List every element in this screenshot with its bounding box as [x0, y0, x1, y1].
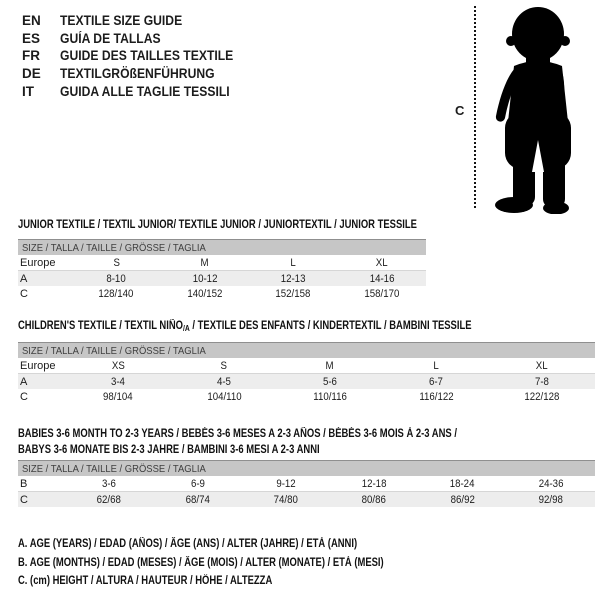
- table-cell: 12-13: [280, 272, 306, 285]
- table-cell: 62/68: [97, 493, 122, 506]
- table-cell: 3-6: [102, 477, 117, 490]
- table-cell: 140/152: [187, 287, 223, 300]
- language-row-fr: [22, 47, 253, 65]
- table-cell: XL: [536, 359, 548, 372]
- language-row-it: [22, 82, 253, 100]
- table-cell: 5-6: [323, 375, 337, 388]
- table-cell: 98/104: [103, 390, 133, 403]
- footnotes-block: [18, 535, 464, 591]
- size-header-bar: [18, 460, 595, 476]
- table-row: [18, 271, 426, 286]
- table-cell: 24-36: [538, 477, 564, 490]
- footnote-a: A. AGE (YEARS) / EDAD (AÑOS) / ÂGE (ANS) / ALTER (JAHRE) / ETÀ (ANNI): [18, 538, 358, 550]
- table-row: [18, 358, 595, 374]
- table-cell: 8-10: [106, 272, 126, 285]
- table-cell: 14-16: [369, 272, 395, 285]
- row-label: C: [20, 287, 28, 300]
- table-cell: 122/128: [524, 390, 560, 403]
- table-cell: S: [220, 359, 228, 372]
- table-cell: 12-18: [361, 477, 387, 490]
- table-cell: M: [325, 359, 335, 372]
- table-cell: M: [200, 256, 209, 269]
- babies-section-title: BABIES 3-6 MONTH TO 2-3 YEARS / BEBÉS 3-6 MESES A 2-3 AÑOS / BÉBÉS 3-6 MOIS À 2-3 ANS / BABYS 3-6 MONATE BIS 2-3 JAHRE / BAMBINI 3-6 MESI A 2-3 ANNI: [18, 428, 457, 456]
- babies-size-table: [18, 460, 595, 507]
- language-title: GUIDA ALLE TAGLIE TESSILI: [60, 83, 230, 99]
- row-label: C: [20, 390, 28, 403]
- table-cell: 6-9: [190, 477, 205, 490]
- table-cell: XL: [375, 256, 388, 269]
- table-cell: 152/158: [275, 287, 311, 300]
- footnote-c: C. (cm) HEIGHT / ALTURA / HAUTEUR / HÖHE / ALTEZZA: [18, 575, 273, 587]
- table-cell: 158/170: [364, 287, 400, 300]
- table-cell: 10-12: [192, 272, 218, 285]
- language-title-block: [22, 12, 253, 100]
- table-cell: 4-5: [217, 375, 231, 388]
- size-header-bar: [18, 342, 595, 358]
- row-label: Europe: [20, 256, 56, 269]
- row-label: Europe: [20, 359, 56, 372]
- table-row: [18, 286, 426, 301]
- language-row-en: [22, 12, 253, 30]
- language-code: DE: [22, 66, 41, 82]
- table-row: [18, 476, 595, 492]
- table-cell: 92/98: [538, 493, 563, 506]
- table-cell: 3-4: [111, 375, 125, 388]
- table-row: [18, 255, 426, 271]
- toddler-silhouette-icon: [481, 4, 600, 214]
- table-cell: 86/92: [450, 493, 475, 506]
- size-header-label: SIZE / TALLA / TAILLE / GRÖSSE / TAGLIA: [22, 344, 206, 357]
- table-cell: 116/122: [418, 390, 454, 403]
- row-label: A: [20, 375, 28, 388]
- row-label: B: [20, 477, 28, 490]
- table-row: [18, 492, 595, 507]
- footnote-b: B. AGE (MONTHS) / EDAD (MESES) / ÂGE (MOIS) / ALTER (MONATE) / ETÀ (MESI): [18, 556, 384, 569]
- language-code: ES: [22, 30, 41, 46]
- table-cell: 68/74: [185, 493, 210, 506]
- language-code: IT: [22, 83, 34, 99]
- children-section-title: CHILDREN'S TEXTILE / TEXTIL $NIÑO_{/A}$ / TEXTILE DES ENFANTS / KINDERTEXTIL / BAMBINI TESSILE: [18, 320, 472, 333]
- table-cell: 9-12: [276, 477, 296, 490]
- height-measure-dotted-line: [474, 6, 476, 208]
- table-row: [18, 374, 595, 389]
- table-cell: L: [290, 256, 296, 269]
- table-cell: 18-24: [450, 477, 475, 490]
- table-cell: 110/116: [313, 390, 347, 403]
- table-cell: L: [433, 359, 439, 372]
- table-row: [18, 389, 595, 404]
- language-row-de: [22, 65, 253, 83]
- table-cell: 74/80: [273, 493, 298, 506]
- table-cell: 104/110: [206, 390, 242, 403]
- junior-size-table: [18, 239, 426, 301]
- junior-section-title: JUNIOR TEXTILE / TEXTIL JUNIOR/ TEXTILE JUNIOR / JUNIORTEXTIL / JUNIOR TESSILE: [18, 219, 417, 231]
- language-title: GUÍA DE TALLAS: [60, 30, 161, 46]
- row-label: A: [20, 272, 28, 285]
- language-row-es: [22, 30, 253, 48]
- table-cell: XS: [111, 359, 125, 372]
- table-cell: 6-7: [429, 375, 443, 388]
- language-code: EN: [22, 13, 41, 29]
- table-cell: 80/86: [362, 493, 387, 506]
- size-header-label: SIZE / TALLA / TAILLE / GRÖSSE / TAGLIA: [22, 241, 206, 254]
- size-header-bar: [18, 239, 426, 255]
- language-code: FR: [22, 48, 40, 64]
- size-header-label: SIZE / TALLA / TAILLE / GRÖSSE / TAGLIA: [22, 462, 206, 475]
- table-cell: S: [113, 256, 120, 269]
- subscript-text: /A: [183, 324, 190, 333]
- language-title: TEXTILE SIZE GUIDE: [60, 13, 183, 29]
- table-cell: 128/140: [98, 287, 134, 300]
- children-size-table: [18, 342, 595, 404]
- row-label: C: [20, 493, 28, 506]
- language-title: TEXTILGRÖßENFÜHRUNG: [60, 66, 215, 82]
- table-cell: 7-8: [535, 375, 549, 388]
- language-title: GUIDE DES TAILLES TEXTILE: [60, 48, 234, 64]
- height-measure-label: C: [455, 103, 465, 118]
